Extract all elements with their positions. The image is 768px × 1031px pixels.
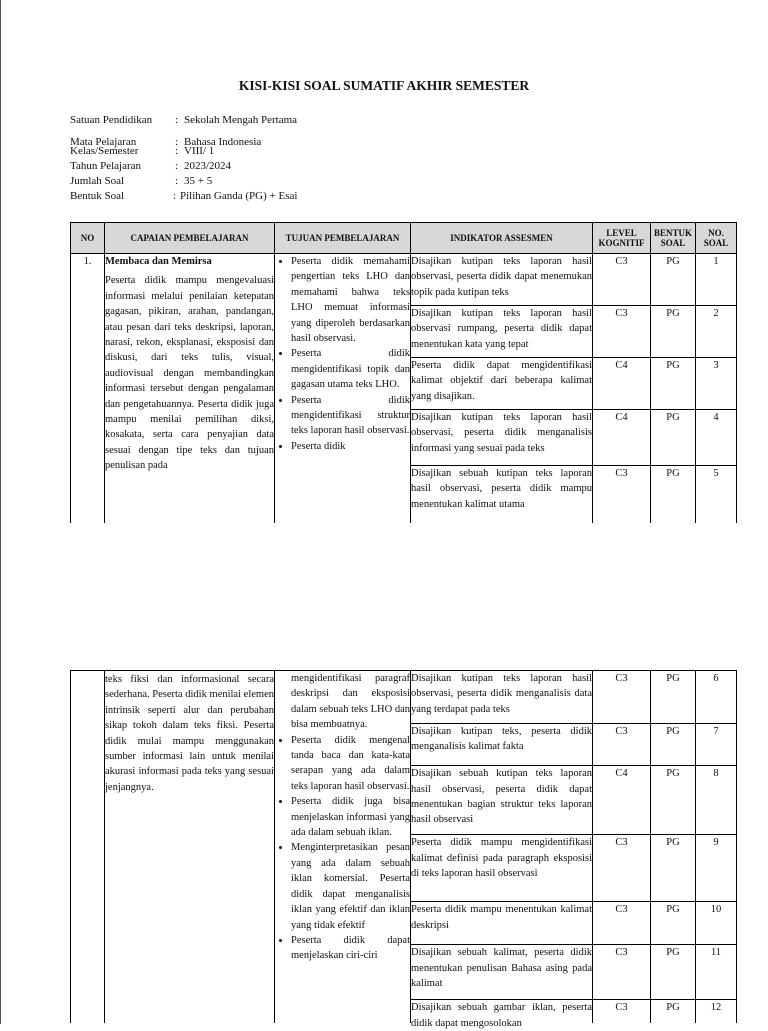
header-tujuan: TUJUAN PEMBELAJARAN <box>275 223 411 254</box>
nosoal-cell: 3 <box>696 358 737 410</box>
document-title: KISI-KISI SOAL SUMATIF AKHIR SEMESTER <box>238 78 530 93</box>
assessment-table-1 <box>70 222 737 523</box>
header-nosoal: NO. SOAL <box>696 223 737 254</box>
indikator-cell: Disajikan kutipan teks laporan hasil observasi rumpang, peserta didik dapat menentukan kata yang tepat <box>411 306 593 358</box>
capaian-cell <box>105 671 275 1024</box>
tujuan-item: • Peserta didik mengidentifikasi struktur teks laporan hasil observasi. <box>291 393 410 439</box>
indikator-cell: Peserta didik mampu menentukan kalimat deskripsi <box>411 902 593 945</box>
info-label: Kelas/Semester <box>70 145 139 157</box>
page-left-border <box>0 0 1 1024</box>
nosoal-cell: 9 <box>696 835 737 902</box>
bentuk-cell: PG <box>651 835 696 902</box>
level-cell: C4 <box>593 766 651 835</box>
bentuk-cell: PG <box>651 671 696 724</box>
level-cell: C3 <box>593 671 651 724</box>
row-number: 1. <box>71 254 105 523</box>
info-label: Satuan Pendidikan <box>70 114 153 126</box>
bentuk-cell: PG <box>651 254 696 306</box>
tujuan-item: • Peserta didik dapat menjelaskan ciri-ciri <box>291 933 410 964</box>
assessment-table-2 <box>70 670 737 1029</box>
nosoal-cell: 8 <box>696 766 737 835</box>
level-cell: C3 <box>593 306 651 358</box>
info-value: Bahasa Indonesia <box>184 136 262 148</box>
level-cell: C3 <box>593 835 651 902</box>
level-cell: C4 <box>593 410 651 466</box>
bentuk-cell: PG <box>651 724 696 766</box>
level-cell: C3 <box>593 945 651 1000</box>
bentuk-cell: PG <box>651 410 696 466</box>
capaian-text: Peserta didik mampu mengevaluasi informasi melalui penilaian ketepatan gagasan, pikiran, arahan, pandangan, atau pesan dari teks deskripsi, laporan, narasi, rekon, eksplanasi, eksposisi dan diskusi, dari teks tulis, visual, audiovisual dengan membandingkan informasi tersebut dengan pengalaman dan pengetahuannya. Peserta didik juga mampu menilai pemilihan diksi, kosakata, serta cara penyajian data sesuai dengan tipe teks dan tujuan penulisan pada <box>105 275 274 472</box>
nosoal-cell: 4 <box>696 410 737 466</box>
capaian-cell <box>105 254 275 523</box>
level-cell: C3 <box>593 254 651 306</box>
nosoal-cell: 2 <box>696 306 737 358</box>
indikator-cell: Peserta didik dapat mengidentifikasi kalimat objektif dari beberapa kalimat yang disajikan. <box>411 358 593 410</box>
nosoal-cell: 5 <box>696 466 737 523</box>
info-value: VIII/ 1 <box>184 145 215 157</box>
header-level: LEVEL KOGNITIF <box>593 223 651 254</box>
indikator-cell: Disajikan kutipan teks laporan hasil observasi, peserta didik menganalisis informasi yang sesuai pada teks <box>411 410 593 466</box>
nosoal-cell: 7 <box>696 724 737 766</box>
info-label: Tahun Pelajaran <box>70 160 142 172</box>
tujuan-item: • Peserta didik memahami pengertian teks LHO dan memahami bahwa teks LHO memuat informasi yang diperoleh berdasarkan hasil observasi. <box>291 254 410 346</box>
indikator-cell: Disajikan sebuah gambar iklan, peserta didik dapat mengosolokan <box>411 1000 593 1023</box>
header-indikator: INDIKATOR ASSESMEN <box>411 223 593 254</box>
info-value: 2023/2024 <box>184 160 232 172</box>
nosoal-cell: 6 <box>696 671 737 724</box>
nosoal-cell: 12 <box>696 1000 737 1023</box>
info-value: Sekolah Mengah Pertama <box>184 114 298 126</box>
nosoal-cell: 11 <box>696 945 737 1000</box>
indikator-cell: Peserta didik mampu mengidentifikasi kalimat definisi pada paragraph eksposisi di teks laporan hasil observasi <box>411 835 593 902</box>
indikator-cell: Disajikan kutipan teks laporan hasil observasi, peserta didik menganalisis data yang terdapat pada teks <box>411 671 593 724</box>
indikator-cell: Disajikan sebuah kalimat, peserta didik menentukan penulisan Bahasa asing pada kalimat <box>411 945 593 1000</box>
header-no: NO <box>71 223 105 254</box>
capaian-heading: Membaca dan Memirsa <box>105 256 212 267</box>
nosoal-cell: 10 <box>696 902 737 945</box>
tujuan-cell <box>275 254 411 523</box>
info-label: Mata Pelajaran <box>70 136 137 148</box>
bentuk-cell: PG <box>651 945 696 1000</box>
bentuk-cell: PG <box>651 902 696 945</box>
tujuan-item: • Peserta didik mengenal tanda baca dan kata-kata serapan yang ada dalam teks laporan hasil observasi. <box>291 733 410 795</box>
tujuan-item: • Peserta didik mengidentifikasi topik dan gagasan utama teks LHO. <box>291 346 410 392</box>
level-cell: C3 <box>593 466 651 523</box>
tujuan-item: • Peserta didik <box>291 439 410 454</box>
bentuk-cell: PG <box>651 766 696 835</box>
tujuan-cell <box>275 671 411 1024</box>
tujuan-lead: mengidentifikasi paragraf deskripsi dan eksposisi dalam sebuah teks LHO dan bisa membuatnya. <box>291 673 410 731</box>
table-row <box>71 671 737 724</box>
row-number-empty <box>71 671 105 1024</box>
header-bentuk: BENTUK SOAL <box>651 223 696 254</box>
bentuk-cell: PG <box>651 1000 696 1023</box>
level-cell: C3 <box>593 1000 651 1023</box>
indikator-cell: Disajikan kutipan teks, peserta didik menganalisis kalimat fakta <box>411 724 593 766</box>
info-value: Pilihan Ganda (PG) + Esai <box>180 190 298 202</box>
capaian-text: teks fiksi dan informasional secara sederhana. Peserta didik menilai elemen intrinsik seperti alur dan perubahan sikap tokoh dalam teks fiksi. Peserta didik mulai mampu menggunakan sumber informasi lain untuk menilai akurasi informasi pada teks yang sesuai jenjangnya. <box>105 674 274 793</box>
bentuk-cell: PG <box>651 466 696 523</box>
indikator-cell: Disajikan sebuah kutipan teks laporan hasil observasi, peserta didik mampu menentukan kalimat utama <box>411 466 593 523</box>
level-cell: C3 <box>593 902 651 945</box>
bentuk-cell: PG <box>651 306 696 358</box>
tujuan-item: • Peserta didik juga bisa menjelaskan informasi yang ada dalam sebuah iklan. <box>291 794 410 840</box>
table-header-row <box>71 223 737 254</box>
nosoal-cell: 1 <box>696 254 737 306</box>
info-label: Bentuk Soal <box>70 190 125 202</box>
info-value: 35 + 5 <box>184 175 213 187</box>
tujuan-item: • Menginterpretasikan pesan yang ada dalam sebuah iklan komersial. Peserta didik dapat menganalisis iklan yang efektif dan iklan yang tidak efektif <box>291 840 410 932</box>
level-cell: C3 <box>593 724 651 766</box>
header-capaian: CAPAIAN PEMBELAJARAN <box>105 223 275 254</box>
level-cell: C4 <box>593 358 651 410</box>
indikator-cell: Disajikan kutipan teks laporan hasil observasi, peserta didik dapat menemukan topik pada kutipan teks <box>411 254 593 306</box>
bentuk-cell: PG <box>651 358 696 410</box>
info-label: Jumlah Soal <box>70 175 125 187</box>
table-row <box>71 254 737 306</box>
indikator-cell: Disajikan sebuah kutipan teks laporan hasil observasi, peserta didik dapat menentukan bagian struktur teks laporan hasil observasi <box>411 766 593 835</box>
